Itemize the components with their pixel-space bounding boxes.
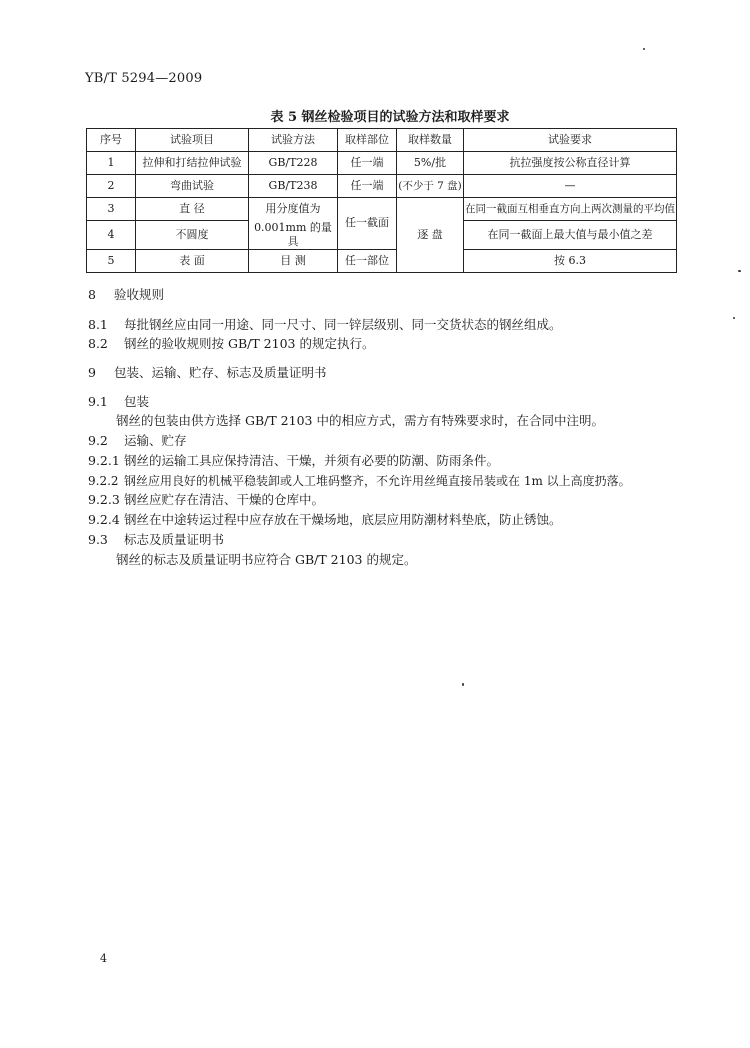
clause-8-1: 8.1 每批钢丝应由同一用途、同一尺寸、同一锌层级别、同一交货状态的钢丝组成。 <box>88 317 562 332</box>
test-methods-table <box>86 128 677 273</box>
document-code: YB/T 5294—2009 <box>85 71 203 86</box>
cell-seq: 1 <box>87 152 136 175</box>
cell-req: 在同一截面互相垂直方向上两次测量的平均值 <box>464 198 677 221</box>
cell-item: 不圆度 <box>136 221 249 250</box>
table-title: 表 5 钢丝检验项目的试验方法和取样要求 <box>270 110 510 125</box>
clause-9-3: 9.3 标志及质量证明书 <box>88 532 225 547</box>
cell-seq: 4 <box>87 221 136 250</box>
cell-site: 任一部位 <box>338 249 397 272</box>
cell-item: 直 径 <box>136 198 249 221</box>
cell-qty: (不少于 7 盘) <box>397 175 464 198</box>
table-row <box>87 152 677 175</box>
clause-9-2-3: 9.2.3 钢丝应贮存在清洁、干燥的仓库中。 <box>88 492 325 507</box>
cell-method: GB/T228 <box>249 152 338 175</box>
clause-8-2: 8.2 钢丝的验收规则按 GB/T 2103 的规定执行。 <box>88 336 375 351</box>
clause-9-1: 9.1 包装 <box>88 394 150 409</box>
cell-method: 目 测 <box>249 249 338 272</box>
clause-9-2-4: 9.2.4 钢丝在中途转运过程中应存放在干燥场地，底层应用防潮材料垫底，防止锈蚀。 <box>88 512 562 527</box>
cell-seq: 5 <box>87 249 136 272</box>
clause-9-2: 9.2 运输、贮存 <box>88 433 187 448</box>
table-row <box>87 175 677 198</box>
cell-item: 弯曲试验 <box>136 175 249 198</box>
cell-site: 任一端 <box>338 152 397 175</box>
scan-speck <box>643 48 645 50</box>
page-number: 4 <box>100 952 107 965</box>
header-qty: 取样数量 <box>397 129 464 152</box>
table-row <box>87 249 677 272</box>
cell-seq: 2 <box>87 175 136 198</box>
section-heading-9: 9 包装、运输、贮存、标志及质量证明书 <box>88 365 327 380</box>
header-method: 试验方法 <box>249 129 338 152</box>
cell-req: 抗拉强度按公称直径计算 <box>464 152 677 175</box>
scan-speck <box>733 317 735 319</box>
header-req: 试验要求 <box>464 129 677 152</box>
cell-seq: 3 <box>87 198 136 221</box>
cell-qty: 5%/批 <box>397 152 464 175</box>
cell-qty: 逐 盘 <box>397 198 464 273</box>
cell-method: 0.001mm 的量具 <box>249 221 338 250</box>
cell-req: — <box>464 175 677 198</box>
cell-req: 在同一截面上最大值与最小值之差 <box>464 221 677 250</box>
cell-req: 按 6.3 <box>464 249 677 272</box>
cell-item: 拉伸和打结拉伸试验 <box>136 152 249 175</box>
table-header-row <box>87 129 677 152</box>
section-heading-8: 8 验收规则 <box>88 287 165 302</box>
cell-method: 用分度值为 <box>249 198 338 221</box>
clause-9-3-text: 钢丝的标志及质量证明书应符合 GB/T 2103 的规定。 <box>116 552 417 567</box>
scan-speck <box>462 683 464 686</box>
header-seq: 序号 <box>87 129 136 152</box>
clause-9-1-text: 钢丝的包装由供方选择 GB/T 2103 中的相应方式，需方有特殊要求时，在合同中注明。 <box>116 413 604 428</box>
clause-9-2-1: 9.2.1 钢丝的运输工具应保持清洁、干燥，并须有必要的防潮、防雨条件。 <box>88 453 500 468</box>
clause-9-2-2: 9.2.2 钢丝应用良好的机械平稳装卸或人工堆码整齐，不允许用丝绳直接吊装或在 1m 以上高度扔落。 <box>88 474 631 488</box>
cell-site: 任一端 <box>338 175 397 198</box>
cell-method: GB/T238 <box>249 175 338 198</box>
cell-item: 表 面 <box>136 249 249 272</box>
header-item: 试验项目 <box>136 129 249 152</box>
header-site: 取样部位 <box>338 129 397 152</box>
table-row <box>87 198 677 221</box>
scan-speck <box>738 270 741 272</box>
cell-site: 任一截面 <box>338 198 397 250</box>
